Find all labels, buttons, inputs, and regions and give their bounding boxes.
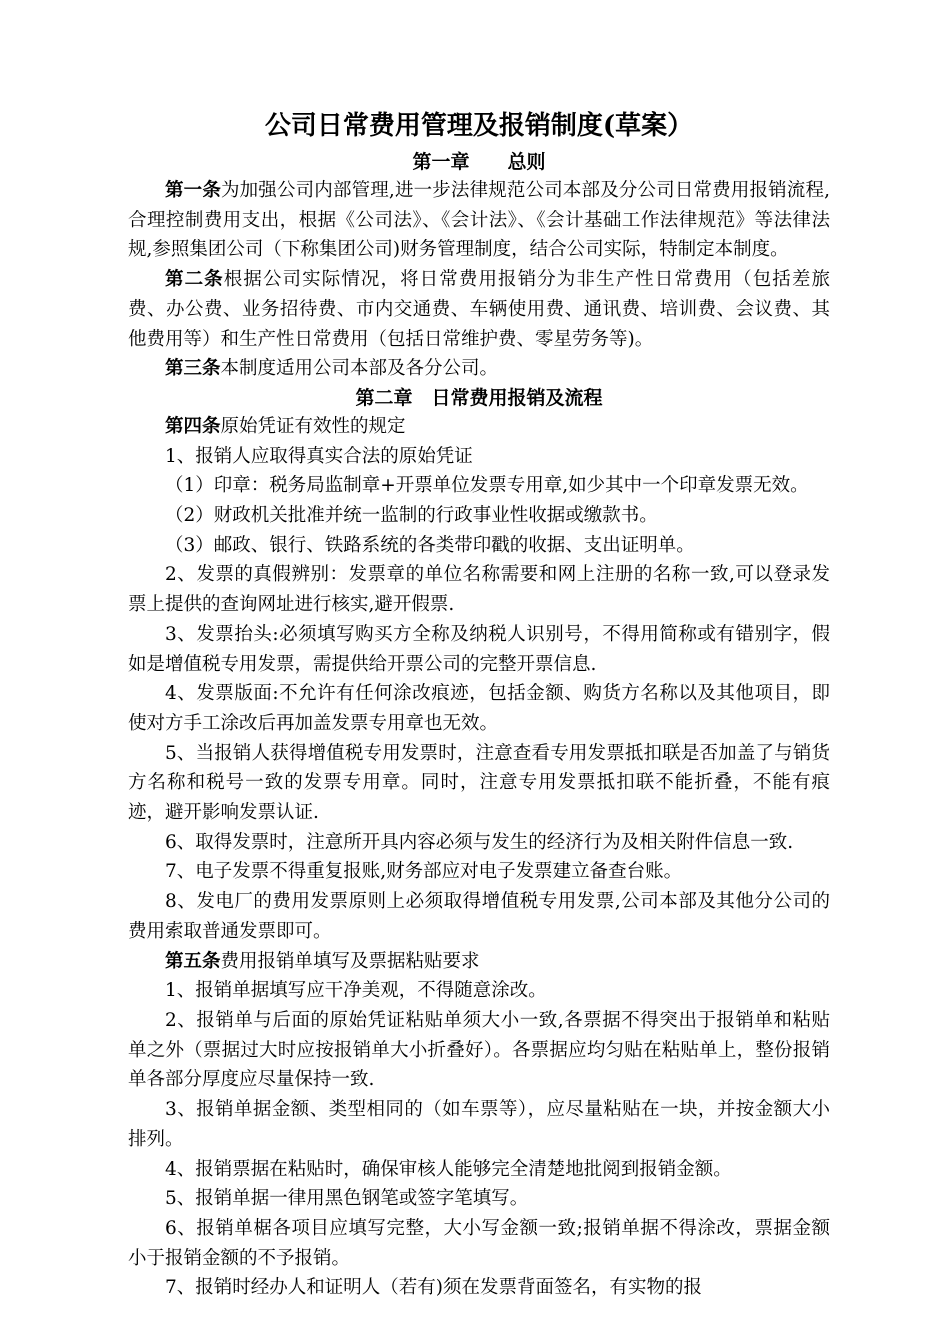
article-4-item: 6、取得发票时，注意所开具内容必须与发生的经济行为及相关附件信息一致.: [165, 831, 794, 853]
chapter-1-heading: 第一章 总则: [412, 151, 546, 173]
article-5: [128, 947, 830, 977]
article-5-item: 2、报销单与后面的原始凭证粘贴单须大小一致,各票据不得突出于报销单和粘贴单之外（票据过大时应按报销单大小折叠好）。各票据应均匀贴在粘贴单上，整份报销单各部分厚度应尽量保持一致.: [128, 1009, 830, 1091]
chapter-2-heading: 第二章 日常费用报销及流程: [355, 386, 603, 409]
article-4-item: 7、电子发票不得重复报账,财务部应对电子发票建立备查台账。: [165, 861, 683, 883]
article-3-text: 本制度适用公司本部及各分公司。: [220, 358, 499, 380]
article-4-item: 1、报销人应取得真实合法的原始凭证: [165, 445, 473, 467]
article-5-item: 6、报销单椐各项目应填写完整，大小写金额一致;报销单据不得涂改，票据金额小于报销金额的不予报销。: [128, 1217, 830, 1269]
article-5-item: 5、报销单据一律用黑色钢笔或签字笔填写。: [165, 1188, 529, 1210]
article-4-item: 5、当报销人获得增值税专用发票时，注意查看专用发票抵扣联是否加盖了与销货方名称和税号一致的发票专用章。同时，注意专用发票抵扣联不能折叠，不能有痕迹，避开影响发票认证.: [128, 742, 830, 824]
article-4: [128, 412, 830, 442]
article-5-item: 7、报销时经办人和证明人（若有)须在发票背面签名，有实物的报: [165, 1277, 702, 1299]
article-4-label: 第四条: [165, 415, 221, 437]
article-5-item: 3、报销单据金额、类型相同的（如车票等），应尽量粘贴在一块，并按金额大小排列。: [128, 1099, 830, 1150]
article-2-text: 根据公司实际情况，将日常费用报销分为非生产性日常费用（包括差旅费、办公费、业务招待费、市内交通费、车辆使用费、通讯费、培训费、会议费、其他费用等）和生产性日常费用（包括日常维护费、零星劳务等)。: [128, 269, 830, 350]
article-5-text: 费用报销单填写及票据粘贴要求: [220, 950, 480, 972]
document-page: [128, 100, 830, 1303]
article-5-item: 1、报销单据填写应干净美观，不得随意涂改。: [165, 980, 547, 1002]
article-4-item: 3、发票抬头:必须填写购买方全称及纳税人识别号，不得用简称或有错别字，假如是增值税专用发票，需提供给开票公司的完整开票信息.: [128, 623, 830, 675]
article-4-item: （2）财政机关批准并统一监制的行政事业性收据或缴款书。: [165, 505, 658, 527]
article-1: [128, 176, 830, 265]
article-5-label: 第五条: [165, 950, 221, 972]
document-title: 公司日常费用管理及报销制度(草案）: [264, 111, 694, 141]
article-4-text: 原始凭证有效性的规定: [220, 415, 406, 437]
article-1-label: 第一条: [165, 180, 221, 201]
article-4-item: 2、发票的真假辨别：发票章的单位名称需要和网上注册的名称一致,可以登录发票上提供的查询网址进行核实,避开假票.: [128, 564, 830, 616]
article-5-item: 4、报销票据在粘贴时，确保审核人能够完全清楚地批阅到报销金额。: [165, 1158, 732, 1180]
article-4-item: 8、发电厂的费用发票原则上必须取得增值税专用发票,公司本部及其他分公司的费用索取普通发票即可。: [128, 891, 830, 942]
article-4-item: 4、发票版面:不允许有任何涂改痕迹，包括金额、购货方名称以及其他项目，即使对方手工涂改后再加盖发票专用章也无效。: [128, 683, 830, 734]
article-3: [128, 354, 830, 384]
article-2-label: 第二条: [165, 269, 224, 291]
article-3-label: 第三条: [165, 358, 221, 380]
article-1-text: 为加强公司内部管理,进一步法律规范公司本部及分公司日常费用报销流程,合理控制费用支出，根据《公司法》、《会计法》、《会计基础工作法律规范》等法律法规,参照集团公司（下称集团公司)财务管理制度，结合公司实际，特制定本制度。: [128, 180, 830, 261]
article-2: [128, 265, 830, 354]
article-4-item: （3）邮政、银行、铁路系统的各类带印戳的收据、支出证明单。: [165, 534, 695, 556]
article-4-item: （1）印章：税务局监制章+开票单位发票专用章,如少其中一个印章发票无效。: [165, 475, 809, 497]
